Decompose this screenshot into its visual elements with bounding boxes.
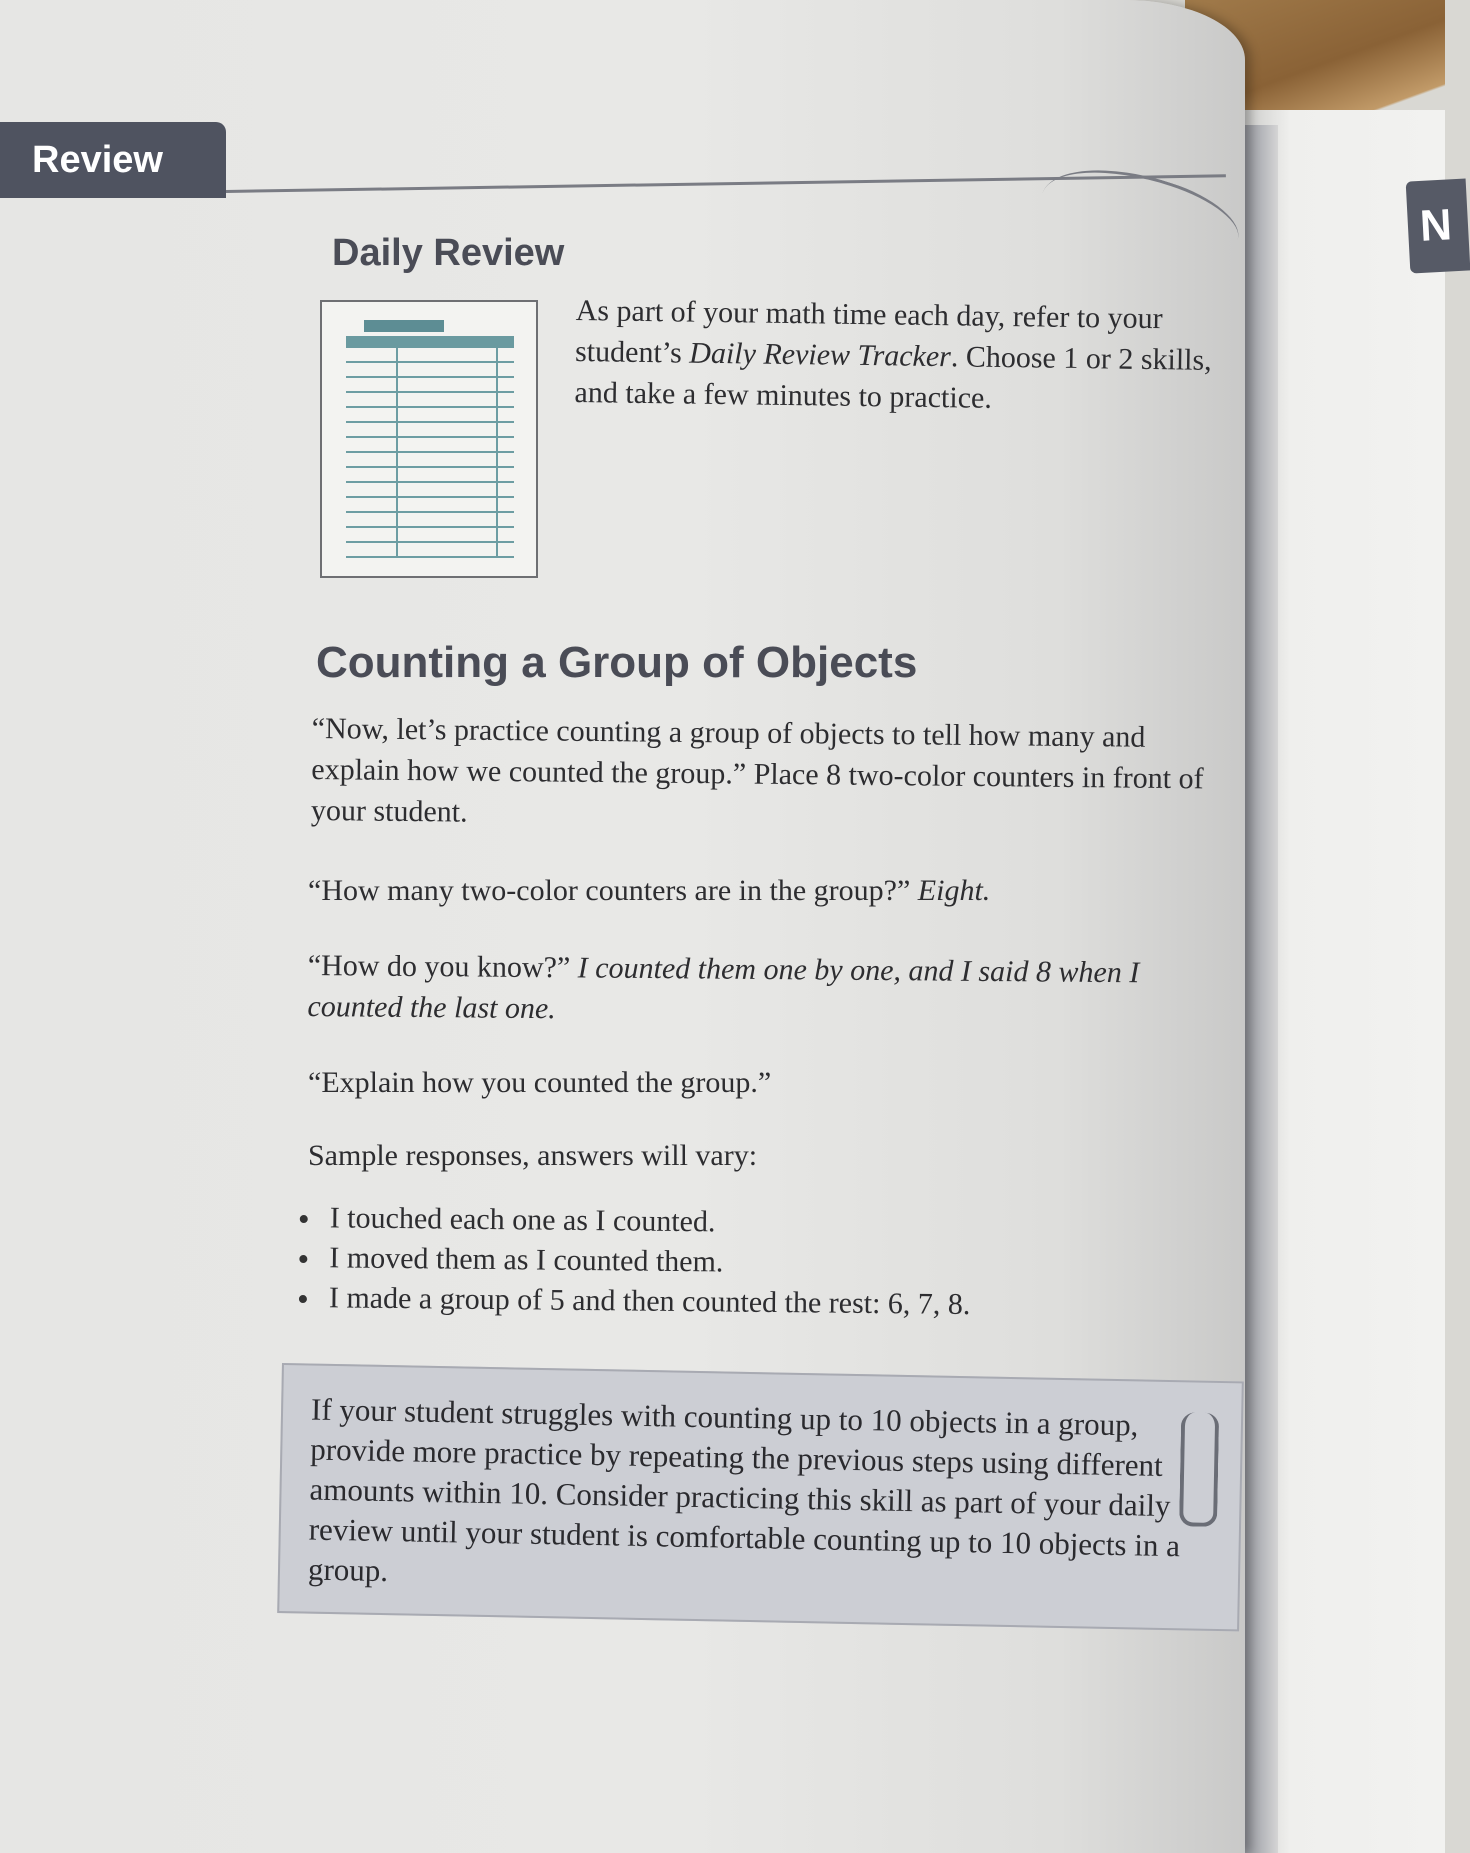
tip-text: If your student struggles with counting up to 10 objects in a group, provide more practice by repeating the previous steps using different amounts within 10. Consider practicing this skill as part of your daily review until your student is comfortable counting up to 10 objects in a group. bbox=[307, 1391, 1181, 1589]
question-how-many: “How many two-color counters are in the group?” Eight. bbox=[308, 874, 991, 907]
daily-review-heading: Daily Review bbox=[332, 232, 565, 274]
paperclip-icon bbox=[1179, 1412, 1219, 1527]
page-edge bbox=[1240, 125, 1278, 1853]
counting-intro: “Now, let’s practice counting a group of objects to tell how many and explain how we counted the group.” Place 8 two-color counters in front of your student. bbox=[310, 711, 1204, 829]
list-item: I moved them as I counted them. bbox=[299, 1238, 971, 1285]
list-item: I made a group of 5 and then counted the rest: 6, 7, 8. bbox=[299, 1278, 971, 1325]
header-divider-curve bbox=[1032, 146, 1248, 287]
counting-heading: Counting a Group of Objects bbox=[316, 638, 918, 687]
question-explain: “Explain how you counted the group.” bbox=[308, 1066, 772, 1099]
section-tab-review: Review bbox=[0, 122, 226, 198]
list-item: I touched each one as I counted. bbox=[300, 1198, 972, 1245]
next-section-tab: N bbox=[1406, 178, 1470, 273]
daily-review-tracker-thumbnail bbox=[320, 300, 538, 578]
daily-review-text: As part of your math time each day, refer to your student’s Daily Review Tracker. Choose 1 or 2 skills, and take a few minutes to practice. bbox=[574, 293, 1212, 415]
question-how-know: “How do you know?” I counted them one by one, and I said 8 when I counted the last one. bbox=[307, 948, 1140, 1026]
tip-callout bbox=[277, 1363, 1244, 1631]
sample-responses-list bbox=[299, 1198, 972, 1325]
sample-responses-label: Sample responses, answers will vary: bbox=[308, 1139, 758, 1172]
